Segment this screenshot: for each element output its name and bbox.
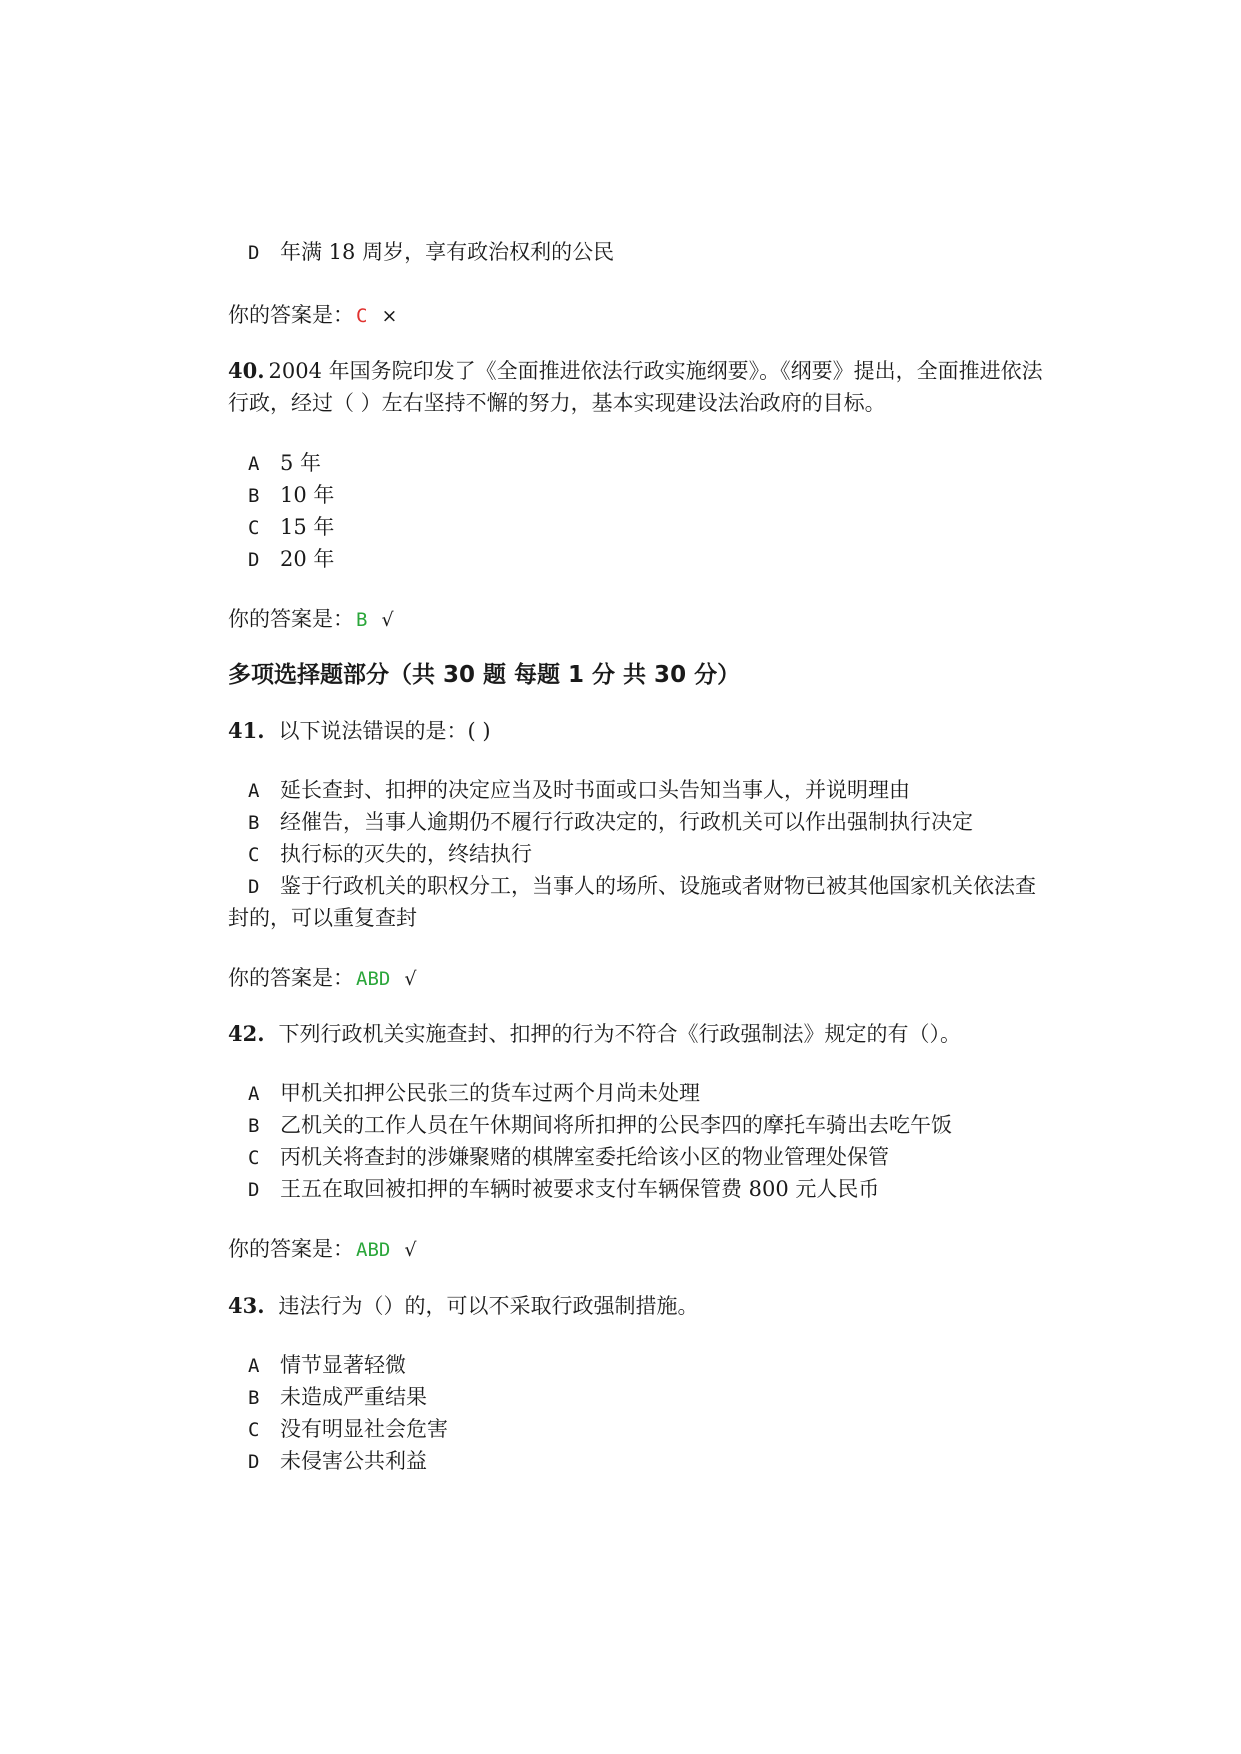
option-text: 年满 18 周岁，享有政治权利的公民 <box>280 240 615 264</box>
answer-value: B <box>356 609 368 631</box>
q42-option-b <box>248 1109 952 1142</box>
option-text: 王五在取回被扣押的车辆时被要求支付车辆保管费 800 元人民币 <box>280 1177 880 1201</box>
q42-option-d <box>248 1173 879 1206</box>
q39-answer <box>228 299 397 332</box>
q42-option-a <box>248 1077 700 1110</box>
check-mark-icon: √ <box>404 1239 417 1261</box>
section-title: 多项选择题部分（共 30 题 每题 1 分 共 30 分） <box>228 662 741 688</box>
option-letter: C <box>248 844 260 866</box>
check-mark-icon: √ <box>381 609 394 631</box>
answer-label: 你的答案是： <box>228 966 354 990</box>
option-letter: C <box>248 1147 260 1169</box>
option-letter: A <box>248 1083 260 1105</box>
q40-text-line2: 行政，经过（ ）左右坚持不懈的努力，基本实现建设法治政府的目标。 <box>228 391 886 415</box>
option-text: 未造成严重结果 <box>280 1385 427 1409</box>
answer-label: 你的答案是： <box>228 303 354 327</box>
question-text: 下列行政机关实施查封、扣押的行为不符合《行政强制法》规定的有（）。 <box>278 1022 962 1046</box>
q41-answer <box>228 962 416 995</box>
q41-option-a <box>248 774 910 807</box>
question-number: 41. <box>228 718 265 743</box>
q42-answer <box>228 1233 416 1266</box>
option-text: 延长查封、扣押的决定应当及时书面或口头告知当事人，并说明理由 <box>280 778 910 802</box>
option-text: 10 年 <box>280 483 335 507</box>
q41-text <box>228 715 491 747</box>
option-letter: D <box>248 876 260 898</box>
check-mark-icon: √ <box>404 968 417 990</box>
question-number: 42. <box>228 1021 265 1046</box>
option-text: 乙机关的工作人员在午休期间将所扣押的公民李四的摩托车骑出去吃午饭 <box>280 1113 952 1137</box>
q40-option-a <box>248 447 321 480</box>
q42-option-c <box>248 1141 889 1174</box>
question-text: 以下说法错误的是：( ) <box>278 719 491 743</box>
option-text: 甲机关扣押公民张三的货车过两个月尚未处理 <box>280 1081 700 1105</box>
question-number: 40. <box>228 358 265 383</box>
question-text-line1: 2004 年国务院印发了《全面推进依法行政实施纲要》。《纲要》提出，全面推进依法 <box>268 359 1043 383</box>
option-letter: C <box>248 1419 260 1441</box>
option-letter: B <box>248 485 260 507</box>
q43-option-a <box>248 1349 406 1382</box>
option-letter: B <box>248 1387 260 1409</box>
option-letter: D <box>248 1179 260 1201</box>
q41-option-b <box>248 806 973 839</box>
option-text: 丙机关将查封的涉嫌聚赌的棋牌室委托给该小区的物业管理处保管 <box>280 1145 889 1169</box>
q40-option-c <box>248 511 334 544</box>
q39-option-d <box>248 236 614 269</box>
option-letter: A <box>248 1355 260 1377</box>
q40-option-b <box>248 479 334 512</box>
option-text: 15 年 <box>280 515 335 539</box>
answer-value: ABD <box>356 1239 391 1261</box>
question-number: 43. <box>228 1293 265 1318</box>
q41-option-d-continued: 封的，可以重复查封 <box>228 906 417 930</box>
option-text: 鉴于行政机关的职权分工，当事人的场所、设施或者财物已被其他国家机关依法查 <box>280 874 1036 898</box>
option-letter: D <box>248 1451 260 1473</box>
option-letter: A <box>248 453 260 475</box>
option-letter: C <box>248 517 260 539</box>
option-text: 没有明显社会危害 <box>280 1417 448 1441</box>
q43-option-c <box>248 1413 448 1446</box>
q40-option-d <box>248 543 334 576</box>
option-text: 情节显著轻微 <box>280 1353 406 1377</box>
wrong-mark-icon: × <box>381 305 398 327</box>
q41-option-c <box>248 838 532 871</box>
q43-option-b <box>248 1381 427 1414</box>
answer-value: C <box>356 305 368 327</box>
answer-value: ABD <box>356 968 391 990</box>
question-text: 违法行为（）的，可以不采取行政强制措施。 <box>278 1294 699 1318</box>
option-letter: A <box>248 780 260 802</box>
q43-option-d <box>248 1445 427 1478</box>
answer-label: 你的答案是： <box>228 1237 354 1261</box>
q42-text <box>228 1018 961 1050</box>
option-text: 执行标的灭失的，终结执行 <box>280 842 532 866</box>
option-letter: B <box>248 1115 260 1137</box>
option-text: 经催告，当事人逾期仍不履行行政决定的，行政机关可以作出强制执行决定 <box>280 810 973 834</box>
answer-label: 你的答案是： <box>228 607 354 631</box>
q40-text <box>228 355 1043 387</box>
option-letter: D <box>248 242 260 264</box>
option-letter: D <box>248 549 260 571</box>
option-text: 未侵害公共利益 <box>280 1449 427 1473</box>
q41-option-d <box>248 870 1036 903</box>
option-text: 5 年 <box>280 451 322 475</box>
option-letter: B <box>248 812 260 834</box>
option-text: 20 年 <box>280 547 335 571</box>
q40-answer <box>228 603 394 636</box>
q43-text <box>228 1290 699 1322</box>
